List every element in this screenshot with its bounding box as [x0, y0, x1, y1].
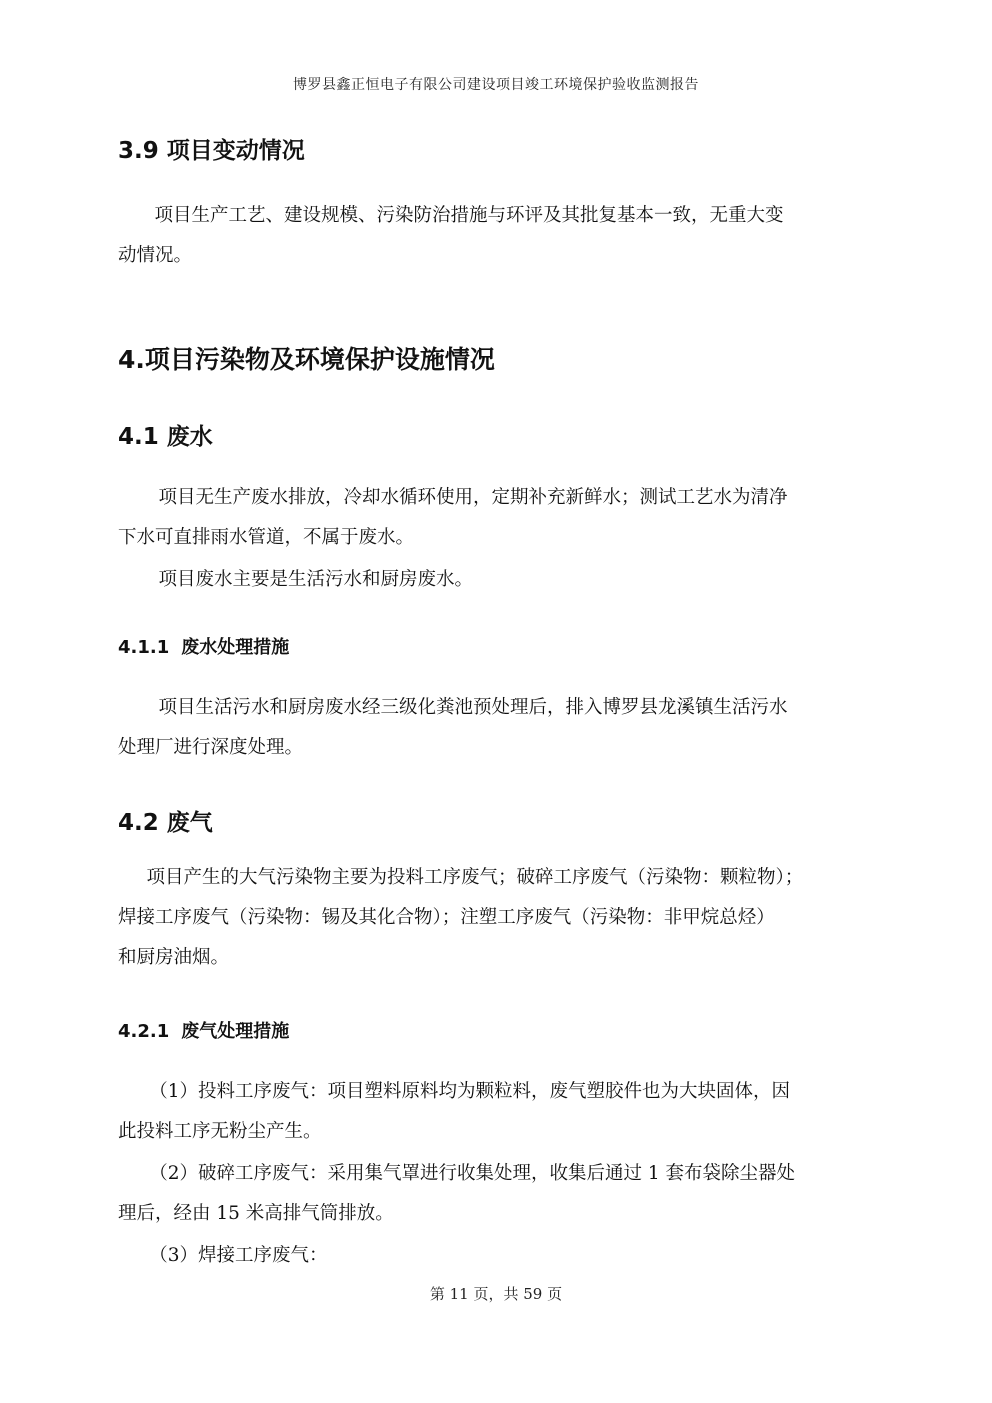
subsection-title: 废水处理措施 [181, 637, 290, 658]
paragraph-exhaust-overview [118, 858, 840, 978]
paragraph-line: （3）焊接工序废气： [140, 1245, 328, 1266]
list-item-crushing-exhaust [118, 1154, 840, 1234]
paragraph-line: 项目生产工艺、建设规模、污染防治措施与环评及其批复基本一致，无重大变 [136, 205, 784, 226]
paragraph-line: （1）投料工序废气：项目塑料原料均为颗粒料，废气塑胶件也为大块固体，因 [140, 1081, 791, 1102]
list-item-feeding-exhaust [118, 1072, 840, 1152]
subsection-title: 废气处理措施 [181, 1021, 290, 1042]
section-heading-4-2: 4.2 废气 [118, 810, 213, 836]
paragraph-wastewater-treatment [118, 688, 840, 768]
section-heading-4-1: 4.1 废水 [118, 424, 213, 450]
paragraph-line: 项目废水主要是生活污水和厨房废水。 [140, 569, 474, 590]
subsection-heading-4-1-1 [118, 633, 289, 659]
paragraph-project-changes [118, 196, 840, 276]
chapter-heading-4: 4.项目污染物及环境保护设施情况 [118, 345, 495, 374]
paragraph-line: 此投料工序无粉尘产生。 [118, 1121, 322, 1142]
page-number-footer: 第 11 页，共 59 页 [429, 1285, 563, 1303]
paragraph-line: 理后，经由 15 米高排气筒排放。 [118, 1203, 394, 1224]
running-header: 博罗县鑫正恒电子有限公司建设项目竣工环境保护验收监测报告 [293, 77, 699, 93]
paragraph-line: 焊接工序废气（污染物：锡及其化合物）；注塑工序废气（污染物：非甲烷总烃） [118, 907, 775, 928]
section-heading-3-9: 3.9 项目变动情况 [118, 138, 305, 164]
paragraph-line: 处理厂进行深度处理。 [118, 737, 304, 758]
subsection-heading-4-2-1 [118, 1017, 289, 1043]
paragraph-line: 动情况。 [118, 245, 193, 266]
paragraph-line: 项目无生产废水排放，冷却水循环使用，定期补充新鲜水；测试工艺水为清净 [140, 487, 788, 508]
subsection-number: 4.2.1 [118, 1021, 170, 1042]
paragraph-line: （2）破碎工序废气：采用集气罩进行收集处理，收集后通过 1 套布袋除尘器处 [140, 1163, 796, 1184]
paragraph-line: 下水可直排雨水管道，不属于废水。 [118, 527, 415, 548]
subsection-number: 4.1.1 [118, 637, 170, 658]
paragraph-wastewater-sources [118, 560, 840, 600]
list-item-welding-exhaust [118, 1236, 840, 1276]
paragraph-line: 项目生活污水和厨房废水经三级化粪池预处理后，排入博罗县龙溪镇生活污水 [140, 697, 788, 718]
paragraph-wastewater-overview [118, 478, 840, 558]
paragraph-line: 项目产生的大气污染物主要为投料工序废气；破碎工序废气（污染物：颗粒物）； [128, 867, 804, 888]
paragraph-line: 和厨房油烟。 [118, 947, 230, 968]
